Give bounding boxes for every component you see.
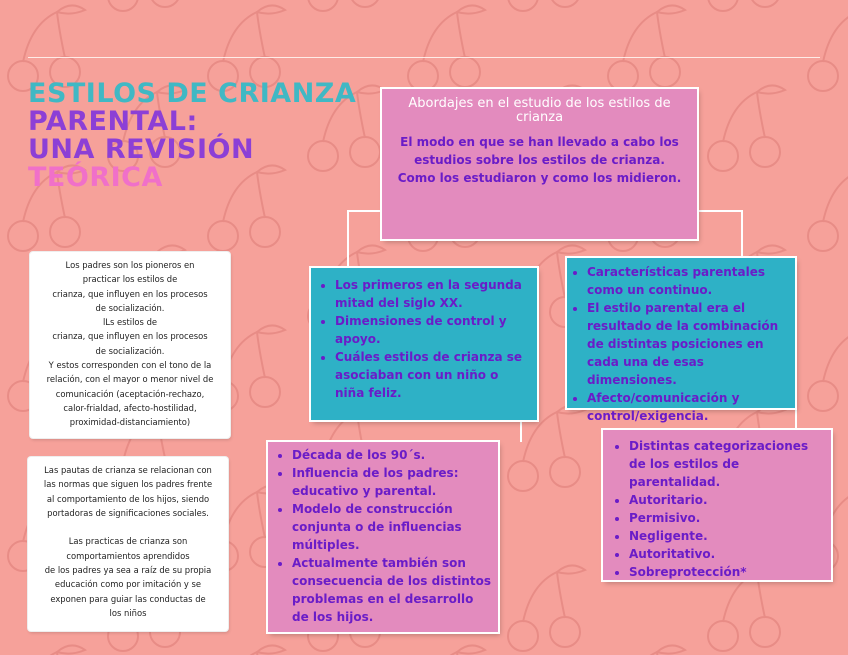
note-line: lLs estilos de xyxy=(102,317,158,328)
note-line: crianza, que influyen en los procesos xyxy=(52,288,208,299)
title-line-1: ESTILOS DE CRIANZA xyxy=(28,78,357,109)
early-studies-box xyxy=(311,268,537,420)
main-box-body-line: Como los estudiaron y como los midieron. xyxy=(397,171,682,185)
connector-line xyxy=(795,408,797,430)
note-line: Las pautas de crianza se relacionan con xyxy=(44,465,212,475)
nineties-box xyxy=(268,442,498,632)
early-studies-list xyxy=(315,276,529,402)
parenting-styles-list xyxy=(609,437,827,581)
main-approaches-box xyxy=(382,89,697,239)
note-line: Los padres son los pioneros en xyxy=(65,260,195,270)
note-line: relación, con el mayor o menor nivel de xyxy=(46,374,214,385)
parenting-styles-box xyxy=(603,430,831,580)
connector-line xyxy=(347,210,349,268)
nineties-list xyxy=(272,446,494,626)
connector-line xyxy=(741,210,743,258)
list-item: • Autoritario. xyxy=(629,491,827,509)
list-item: • Afecto/comunicación y control/exigencia. xyxy=(587,389,793,425)
note-line: comportamientos aprendidos xyxy=(66,550,190,561)
continuum-box xyxy=(567,258,795,423)
list-item: • Dimensiones de control y apoyo. xyxy=(335,312,529,348)
title-line-2: PARENTAL: xyxy=(28,106,198,137)
list-item: • Cuáles estilos de crianza se asociaban con un niño o niña feliz. xyxy=(335,348,529,402)
main-box-body xyxy=(394,133,685,187)
note-line: de socialización. xyxy=(95,345,165,356)
note-line: de socialización. xyxy=(95,302,165,313)
note-line: de los padres ya sea a raíz de su propia xyxy=(44,565,212,576)
note-line: proximidad-distanciamiento) xyxy=(69,417,191,428)
note-line: las normas que siguen los padres frente xyxy=(43,479,213,490)
connector-line xyxy=(347,210,382,212)
main-box-body-line: El modo en que se han llevado a cabo los xyxy=(400,135,679,149)
list-item: • Década de los 90´s. xyxy=(292,446,494,464)
list-item: • El estilo parental era el resultado de la combinación de distintas posiciones en cada una de esas dimensiones. xyxy=(587,299,793,389)
note-line: comunicación (aceptación-rechazo, xyxy=(55,388,205,399)
list-item: • Actualmente también son consecuencia de los distintos problemas en el desarrollo de los hijos. xyxy=(292,554,494,626)
top-divider xyxy=(28,57,820,58)
list-item: • Sobreprotección* xyxy=(629,563,827,581)
note-line: portadoras de significaciones sociales. xyxy=(47,507,209,518)
note-line: practicar los estilos de xyxy=(82,274,178,285)
note-text xyxy=(34,258,226,430)
list-item: • Los primeros en la segunda mitad del siglo XX. xyxy=(335,276,529,312)
list-item: • Modelo de construcción conjunta o de influencias múltiples. xyxy=(292,500,494,554)
title-line-3: UNA REVISIÓN xyxy=(28,134,255,165)
list-item: • Permisivo. xyxy=(629,509,827,527)
continuum-list xyxy=(567,263,793,425)
list-item: • Negligente. xyxy=(629,527,827,545)
page-title xyxy=(28,80,356,192)
main-box-heading: Abordajes en el estudio de los estilos de crianza xyxy=(408,96,671,125)
note-line: los niños xyxy=(109,607,147,618)
note-line: exponen para guiar las conductas de xyxy=(50,593,206,604)
main-box-body-line: estudios sobre los estilos de crianza. xyxy=(414,153,665,167)
note-line: educación como por imitación y se xyxy=(54,579,202,590)
note-line: al comportamiento de los hijos, siendo xyxy=(46,493,210,504)
parents-pioneers-note xyxy=(30,252,230,438)
connector-line xyxy=(520,420,522,442)
note-text xyxy=(32,463,224,620)
note-line: Y estos corresponden con el tono de la xyxy=(48,360,212,371)
connector-line xyxy=(697,210,743,212)
note-line: crianza, que influyen en los procesos xyxy=(52,331,208,342)
parenting-patterns-note xyxy=(28,457,228,631)
note-line: calor-frialdad, afecto-hostilidad, xyxy=(63,402,197,413)
title-line-4: TEÓRICA xyxy=(28,162,163,193)
list-item: • Características parentales como un continuo. xyxy=(587,263,793,299)
list-item: • Influencia de los padres: educativo y parental. xyxy=(292,464,494,500)
list-item: • Distintas categorizaciones de los estilos de parentalidad. xyxy=(629,437,827,491)
note-line: Las practicas de crianza son xyxy=(68,536,188,547)
list-item: • Autoritativo. xyxy=(629,545,827,563)
